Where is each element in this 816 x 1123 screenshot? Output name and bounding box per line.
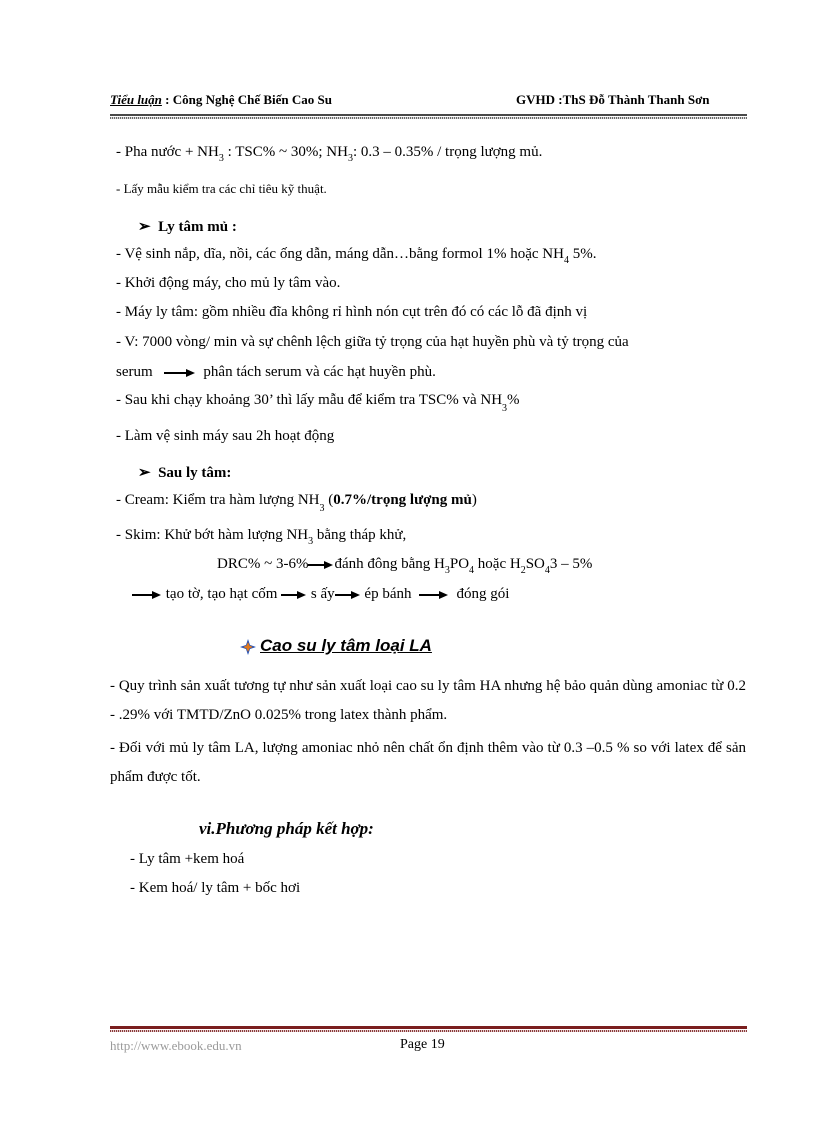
- line-may-ly-tam: - Máy ly tâm: gồm nhiều đĩa không rỉ hình nón cụt trên đó có các lỗ đã định vị: [116, 304, 588, 320]
- line-cream: - Cream: Kiểm tra hàm lượng $NH_3$ (0.7%/trọng lượng mủ): [116, 492, 477, 514]
- line-lam-ve-sinh: - Làm vệ sinh máy sau 2h hoạt động: [116, 428, 335, 444]
- four-point-star-icon: [240, 639, 256, 655]
- section-la-paragraph-2: - Đối với mủ ly tâm LA, lượng amoniac nhỏ nên chất ổn định thêm vào từ 0.3 –0.5 % so với latex để sản phẩm được tốt.: [110, 740, 746, 785]
- arrow-right-icon: [308, 560, 334, 570]
- line-serum: serum phân tách serum và các hạt huyền phù.: [116, 364, 436, 380]
- arrow-right-icon: [335, 590, 361, 600]
- heading-sau-ly-tam: ➢ Sau ly tâm:: [138, 465, 232, 481]
- header-doc-subject: : Công Nghệ Chế Biến Cao Su: [161, 92, 333, 107]
- footer-url: http://www.ebook.edu.vn: [110, 1038, 242, 1053]
- line-process-flow: tạo tờ, tạo hạt cốm s ấy ép bánh đóng gói: [132, 586, 509, 603]
- arrow-bullet-icon: ➢: [138, 219, 151, 235]
- footer-rule-top: [110, 1026, 747, 1029]
- line-khoi-dong: - Khởi động máy, cho mủ ly tâm vào.: [116, 275, 341, 291]
- line-skim: - Skim: Khử bớt hàm lượng $NH_3$ bằng tháp khử,: [116, 527, 407, 547]
- heading-ly-tam-mu: ➢ Ly tâm mủ :: [138, 219, 237, 235]
- header-right: GVHD :ThS Đỗ Thành Thanh Sơn: [516, 92, 710, 107]
- section-la-paragraph-1: - Quy trình sản xuất tương tự như sản xuất loại cao su ly tâm HA nhưng hệ bảo quản dùng amoniac từ 0.2 - .29% với TMTD/ZnO 0.025% trong latex thành phẩm.: [110, 678, 746, 723]
- line-sau-khi-chay: - Sau khi chạy khoảng 30’ thì lấy mẫu để kiểm tra TSC% và $NH_3\%$: [116, 392, 520, 414]
- footer-rule-bottom: [110, 1030, 747, 1032]
- line-pha-nuoc: - Pha nước + $NH_3$ : TSC% ~ 30%; $NH_3$: 0.3 – 0.35% / trọng lượng mủ.: [116, 144, 543, 164]
- page-number: Page 19: [400, 1037, 445, 1052]
- header-rule-bottom: [110, 117, 747, 119]
- line-lay-mau: - Lấy mẫu kiểm tra các chỉ tiêu kỹ thuật.: [116, 181, 327, 196]
- line-drc: DRC% ~ 3-6% đánh đông bằng $H_3PO_4$ hoặc $H_2SO_43 - 5\%$: [217, 556, 593, 576]
- arrow-right-icon: [164, 368, 196, 378]
- arrow-right-icon: [419, 590, 449, 600]
- arrow-right-icon: [281, 590, 307, 600]
- section-la-heading: [240, 636, 432, 656]
- section-la-title: Cao su ly tâm loại LA: [260, 636, 432, 655]
- header-rule-top: [110, 114, 747, 116]
- line-ve-sinh: - Vệ sinh nắp, dĩa, nồi, các ống dẫn, máng dẫn…bằng formol 1% hoặc $NH_4$ 5%.: [116, 246, 597, 266]
- list-item: - Ly tâm +kem hoá: [130, 851, 245, 867]
- header-doc-type: Tiểu luận: [110, 92, 162, 107]
- header-left: [110, 92, 332, 108]
- arrow-right-icon: [132, 590, 162, 600]
- section-vi-title: vi.Phương pháp kết hợp:: [199, 819, 374, 838]
- line-van-toc: - V: 7000 vòng/ min và sự chênh lệch giữa tỷ trọng của hạt huyền phù và tỷ trọng của: [116, 334, 629, 350]
- arrow-bullet-icon: ➢: [138, 465, 151, 481]
- list-item: - Kem hoá/ ly tâm + bốc hơi: [130, 880, 301, 896]
